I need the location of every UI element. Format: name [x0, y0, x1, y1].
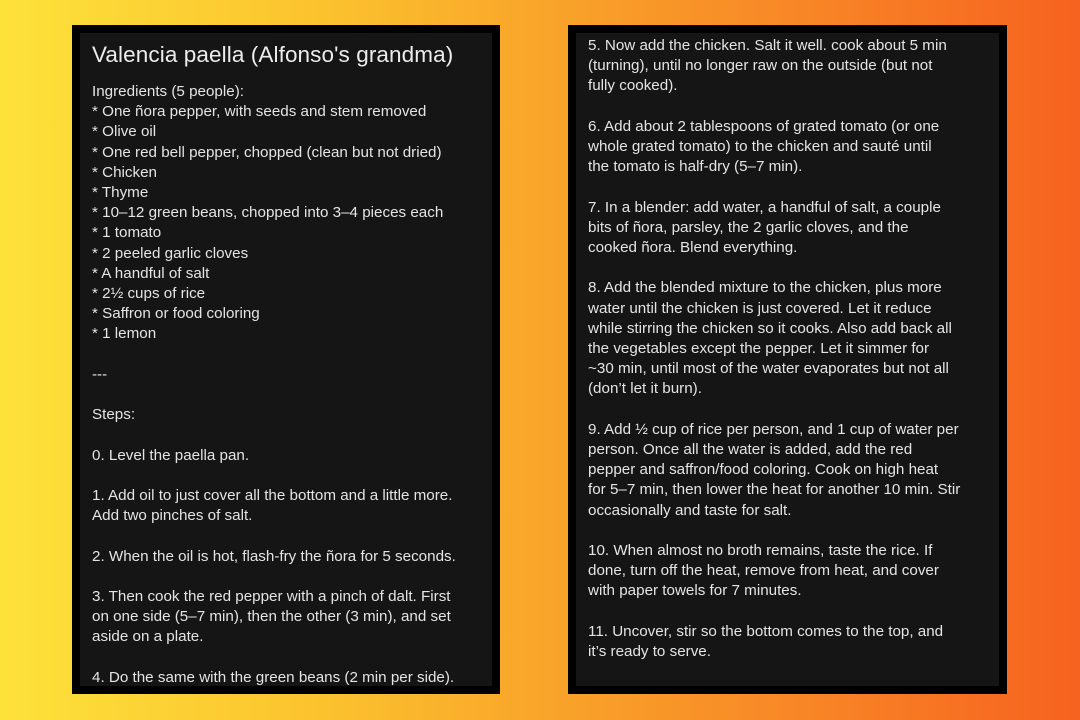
- step-line: 2. When the oil is hot, flash-fry the ñora for 5 seconds.: [92, 547, 456, 565]
- step-7: [588, 198, 993, 259]
- spacer: [588, 258, 993, 278]
- ingredients-heading: Ingredients (5 people):: [92, 83, 244, 100]
- step-9: [588, 420, 993, 521]
- step-line: 0. Level the paella pan.: [92, 446, 250, 464]
- ingredient-item: * One red bell pepper, chopped (clean but not dried): [92, 143, 442, 161]
- spacer: [92, 345, 480, 365]
- spacer: [588, 602, 993, 622]
- ingredient-item: * A handful of salt: [92, 264, 210, 282]
- ingredient-item: * One ñora pepper, with seeds and stem removed: [92, 103, 427, 121]
- step-line: 1. Add oil to just cover all the bottom and a little more.: [92, 487, 453, 504]
- step-line: (turning), until no longer raw on the outside (but not: [588, 57, 933, 75]
- step-line: 4. Do the same with the green beans (2 min per side).: [92, 668, 455, 686]
- step-line: pepper and saffron/food coloring. Cook on high heat: [588, 461, 939, 479]
- ingredient-item: * 1 lemon: [92, 325, 157, 343]
- step-line: 10. When almost no broth remains, taste the rice. If: [588, 542, 933, 559]
- step-line: fully cooked).: [588, 77, 678, 95]
- ingredient-item: * 2½ cups of rice: [92, 285, 206, 303]
- step-line: it’s ready to serve.: [588, 643, 711, 660]
- step-line: whole grated tomato) to the chicken and sauté until: [588, 138, 932, 155]
- ingredient-item: * Olive oil: [92, 123, 157, 141]
- step-line: for 5–7 min, then lower the heat for another 10 min. Stir: [588, 481, 961, 499]
- spacer: [92, 526, 480, 546]
- spacer: [588, 97, 993, 117]
- steps-heading: Steps:: [92, 406, 136, 424]
- step-line: while stirring the chicken so it cooks. Also add back all: [588, 319, 952, 337]
- step-line: on one side (5–7 min), then the other (3 min), and set: [92, 608, 451, 626]
- step-line: done, turn off the heat, remove from heat, and cover: [588, 562, 939, 580]
- step-5: [588, 36, 993, 97]
- step-line: 5. Now add the chicken. Salt it well. cook about 5 min: [588, 37, 947, 54]
- step-3: [92, 587, 480, 648]
- step-line: 9. Add ½ cup of rice per person, and 1 cup of water per: [588, 420, 959, 438]
- ingredient-item: * 1 tomato: [92, 224, 162, 242]
- recipe-panel-left: [72, 25, 500, 694]
- step-line: the vegetables except the pepper. Let it simmer for: [588, 340, 930, 357]
- ingredients-list: [92, 102, 480, 344]
- step-line: occasionally and taste for salt.: [588, 501, 792, 519]
- ingredient-item: * Thyme: [92, 184, 149, 202]
- ingredient-item: * Saffron or food coloring: [92, 305, 260, 323]
- spacer: [588, 400, 993, 420]
- step-4: [92, 668, 480, 686]
- step-line: water until the chicken is just covered. Let it reduce: [588, 299, 932, 317]
- ingredient-item: * 10–12 green beans, chopped into 3–4 pieces each: [92, 204, 444, 222]
- step-8: [588, 278, 993, 399]
- spacer: [92, 385, 480, 405]
- step-6: [588, 117, 993, 178]
- ingredient-item: * 2 peeled garlic cloves: [92, 244, 249, 262]
- step-line: the tomato is half-dry (5–7 min).: [588, 158, 803, 176]
- step-line: 8. Add the blended mixture to the chicken, plus more: [588, 279, 942, 297]
- step-line: aside on a plate.: [92, 628, 204, 646]
- step-line: cooked ñora. Blend everything.: [588, 239, 798, 256]
- recipe-panel-right: [568, 25, 1007, 694]
- step-0: [92, 446, 480, 466]
- step-line: (don’t let it burn).: [588, 380, 702, 398]
- step-line: with paper towels for 7 minutes.: [588, 582, 802, 600]
- spacer: [92, 466, 480, 486]
- step-line: 11. Uncover, stir so the bottom comes to the top, and: [588, 622, 944, 640]
- step-line: bits of ñora, parsley, the 2 garlic cloves, and the: [588, 218, 909, 236]
- step-11: [588, 622, 993, 662]
- note-content-right: [576, 33, 999, 686]
- spacer: [588, 521, 993, 541]
- step-1: [92, 486, 480, 526]
- step-line: 3. Then cook the red pepper with a pinch of dalt. First: [92, 587, 451, 605]
- step-10: [588, 541, 993, 602]
- step-line: ~30 min, until most of the water evaporates but not all: [588, 360, 949, 378]
- recipe-title: Valencia paella (Alfonso's grandma): [92, 42, 454, 67]
- step-line: 6. Add about 2 tablespoons of grated tomato (or one: [588, 117, 940, 135]
- step-line: person. Once all the water is added, add the red: [588, 441, 913, 458]
- spacer: [92, 648, 480, 668]
- separator: ---: [92, 365, 108, 383]
- step-2: [92, 547, 480, 567]
- step-line: 7. In a blender: add water, a handful of salt, a couple: [588, 198, 941, 216]
- spacer: [588, 177, 993, 197]
- step-line: Add two pinches of salt.: [92, 507, 253, 525]
- ingredient-item: * Chicken: [92, 163, 157, 181]
- note-content-left: [80, 33, 492, 686]
- spacer: [92, 425, 480, 445]
- spacer: [92, 567, 480, 587]
